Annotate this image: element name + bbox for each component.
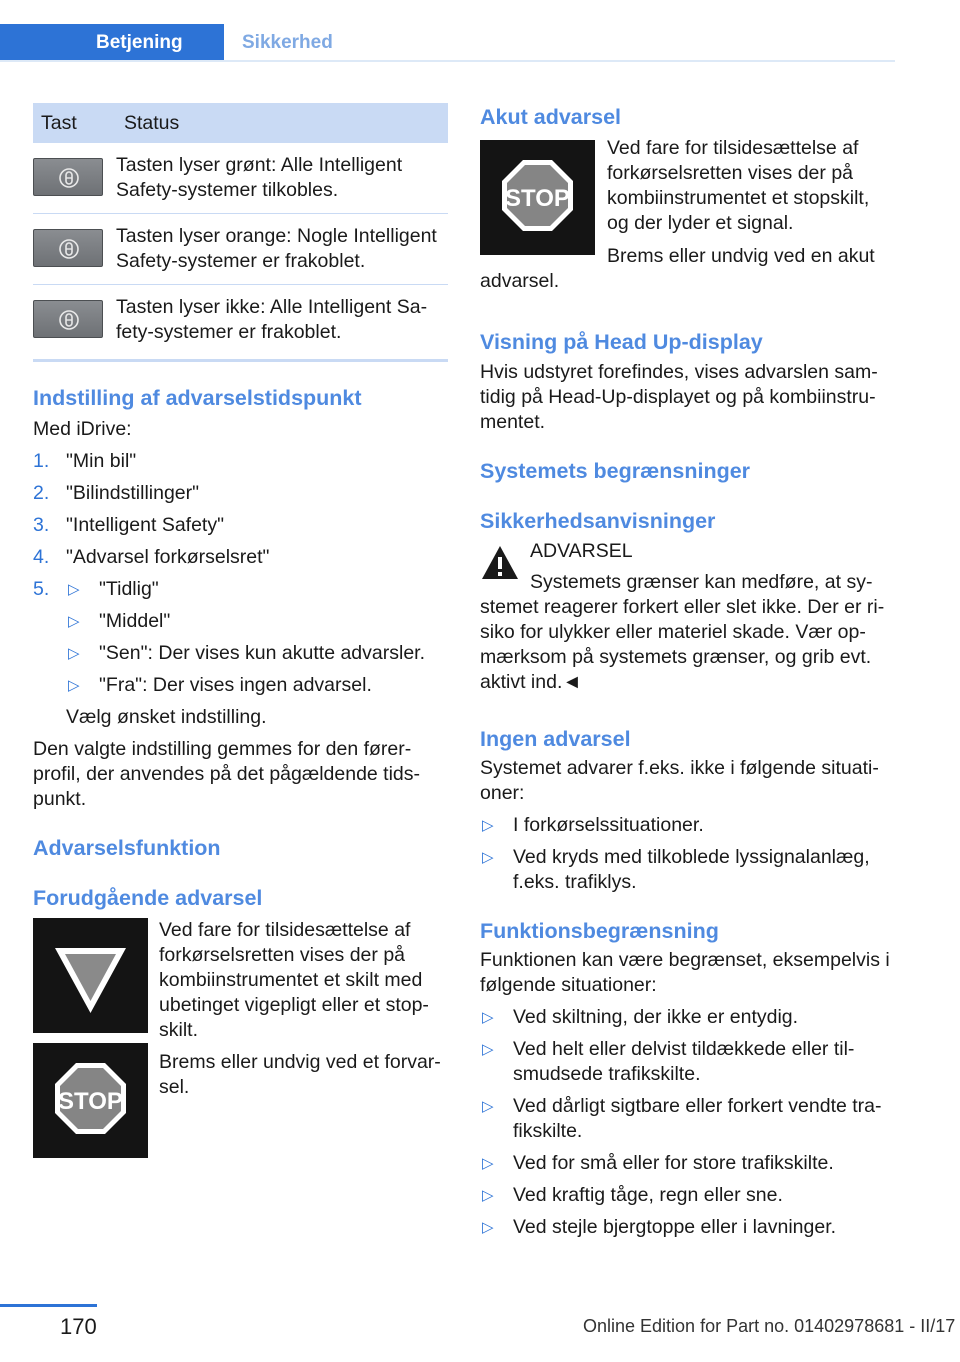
list-item: 1. "Min bil" — [33, 450, 137, 472]
heading-warning-function: Advarselsfunktion — [33, 836, 221, 860]
list-item: ▷ Ved kraftig tåge, regn eller sne. — [482, 1184, 783, 1206]
yield-sign-icon — [33, 918, 148, 1033]
heading-pre-warning: Forudgående advarsel — [33, 886, 263, 910]
warning-block — [480, 539, 895, 695]
list-item: 4. "Advarsel forkørselsret" — [33, 546, 270, 568]
list-item: 5. ▷ "Tidlig" ▷ "Middel" ▷ "Sen": Der vises kun akutte advarsler. ▷ "Fra": Der vises ingen advarsel. Vælg ønsket indstilling. — [33, 577, 448, 730]
list-item: ▷ "Sen": Der vises kun akutte advarsler. — [68, 642, 425, 664]
list-item: ▷ "Tidlig" — [68, 578, 159, 600]
list-item: ▷ Ved stejle bjergtoppe eller i lavninger. — [482, 1216, 837, 1238]
list-item: ▷ Ved kryds med tilkoblede lyssignalanlæg, f.eks. trafiklys. — [482, 846, 870, 893]
heading-acute-warning: Akut advarsel — [480, 105, 622, 129]
list-item: ▷ Ved dårligt sigtbare eller forkert vendte trafikskilte. — [482, 1095, 882, 1142]
pre-warning-block — [33, 918, 448, 1163]
header-divider — [0, 60, 895, 62]
stop-sign-image — [480, 140, 595, 255]
list-item: ▷ "Middel" — [68, 610, 171, 632]
warning-title: ADVARSEL — [530, 540, 633, 562]
hud-text: Hvis udstyret forefindes, vises advarslen samtidig på Head-Up-displayet og på kombiinstrumentet. — [480, 361, 878, 433]
footer-divider — [0, 1304, 97, 1307]
table-cell-status: Tasten lyser orange: Nogle Intelligent Safety-systemer er frakoblet. — [116, 214, 448, 285]
warning-triangle-icon — [480, 543, 520, 583]
no-warning-list — [480, 813, 895, 895]
list-item: ▷ "Fra": Der vises ingen advarsel. — [68, 674, 372, 696]
list-item: ▷ Ved skiltning, der ikke er entydig. — [482, 1006, 799, 1028]
heading-no-warning: Ingen advarsel — [480, 727, 631, 751]
table-cell-status: Tasten lyser ikke: Alle Intelligent Safety-systemer er frakoblet. — [116, 285, 448, 361]
safety-button-icon — [33, 300, 103, 338]
list-item: ▷ Ved helt eller delvist tildækkede eller tilsmudsede trafikskilte. — [482, 1038, 855, 1085]
table-row — [33, 214, 448, 285]
table-row — [33, 143, 448, 214]
yield-sign-image — [33, 918, 148, 1033]
col-header-status: Status — [116, 103, 448, 143]
list-item: ▷ I forkørselssituationer. — [482, 814, 704, 836]
stop-sign-icon — [33, 1043, 148, 1158]
list-item: 2. "Bilindstillinger" — [33, 482, 200, 504]
safety-button-icon — [33, 229, 103, 267]
pre-warning-text: Ved fare for tilsidesættelse af forkørselsretten vises der på kombiinstrumentet et skilt med ubetinget vigepligt eller et stopskilt. — [159, 919, 429, 1041]
safety-button-icon — [33, 158, 103, 196]
acute-warning-block — [480, 136, 895, 294]
list-item: ▷ Ved for små eller for store trafikskilte. — [482, 1152, 834, 1174]
no-warning-text: Systemet advarer f.eks. ikke i følgende situationer: — [480, 757, 879, 804]
steps-list — [33, 449, 448, 730]
option-list — [66, 577, 448, 698]
stop-sign-icon — [480, 140, 595, 255]
warning-text: Systemets grænser kan medføre, at systemet reagerer forkert eller slet ikke. Der er risiko for ulykker eller materiel skade. Vær opmærksom på systemets grænser, og grib evt. aktivt ind.◄ — [480, 571, 885, 693]
choose-setting: Vælg ønsket indstilling. — [66, 706, 267, 728]
heading-system-limits: Systemets begrænsninger — [480, 459, 751, 483]
heading-hud: Visning på Head Up-display — [480, 330, 763, 354]
function-limit-text: Funktionen kan være begrænset, eksempelvis i følgende situationer: — [480, 949, 890, 996]
idrive-intro: Med iDrive: — [33, 418, 132, 440]
saved-text: Den valgte indstilling gemmes for den førerprofil, der anvendes på det pågældende tidspunkt. — [33, 738, 421, 810]
heading-function-limit: Funktionsbegrænsning — [480, 919, 719, 943]
table-header-row — [33, 103, 448, 143]
svg-text:STOP: STOP — [505, 185, 570, 212]
edition-text: Online Edition for Part no. 01402978681 - II/17 — [583, 1316, 956, 1336]
list-item: 3. "Intelligent Safety" — [33, 514, 225, 536]
right-column — [480, 103, 895, 1240]
tab-sikkerhed[interactable]: Sikkerhed — [224, 24, 354, 62]
page-number: 170 — [60, 1314, 97, 1339]
table-row — [33, 285, 448, 361]
tab-betjening[interactable]: Betjening — [0, 24, 224, 62]
function-limit-list — [480, 1005, 895, 1240]
heading-warning-time: Indstilling af advarselstidspunkt — [33, 386, 362, 410]
acute-warning-text: Ved fare for tilsidesættelse af forkørselsretten vises der på kombiinstrumentet et stopskilt, og der lyder et signal. — [607, 137, 870, 234]
left-column — [33, 103, 448, 1163]
header-tabs — [0, 24, 895, 62]
pre-warning-brake: Brems eller undvig ved et forvarsel. — [159, 1051, 441, 1098]
col-header-key: Tast — [33, 103, 116, 143]
svg-text:STOP: STOP — [58, 1088, 123, 1115]
status-table — [33, 103, 448, 362]
stop-sign-image — [33, 1043, 148, 1158]
acute-warning-brake: Brems eller undvig ved en akut advarsel. — [480, 245, 875, 292]
table-cell-status: Tasten lyser grønt: Alle Intelligent Safety-systemer tilkobles. — [116, 143, 448, 214]
heading-safety-notes: Sikkerhedsanvisninger — [480, 509, 716, 533]
